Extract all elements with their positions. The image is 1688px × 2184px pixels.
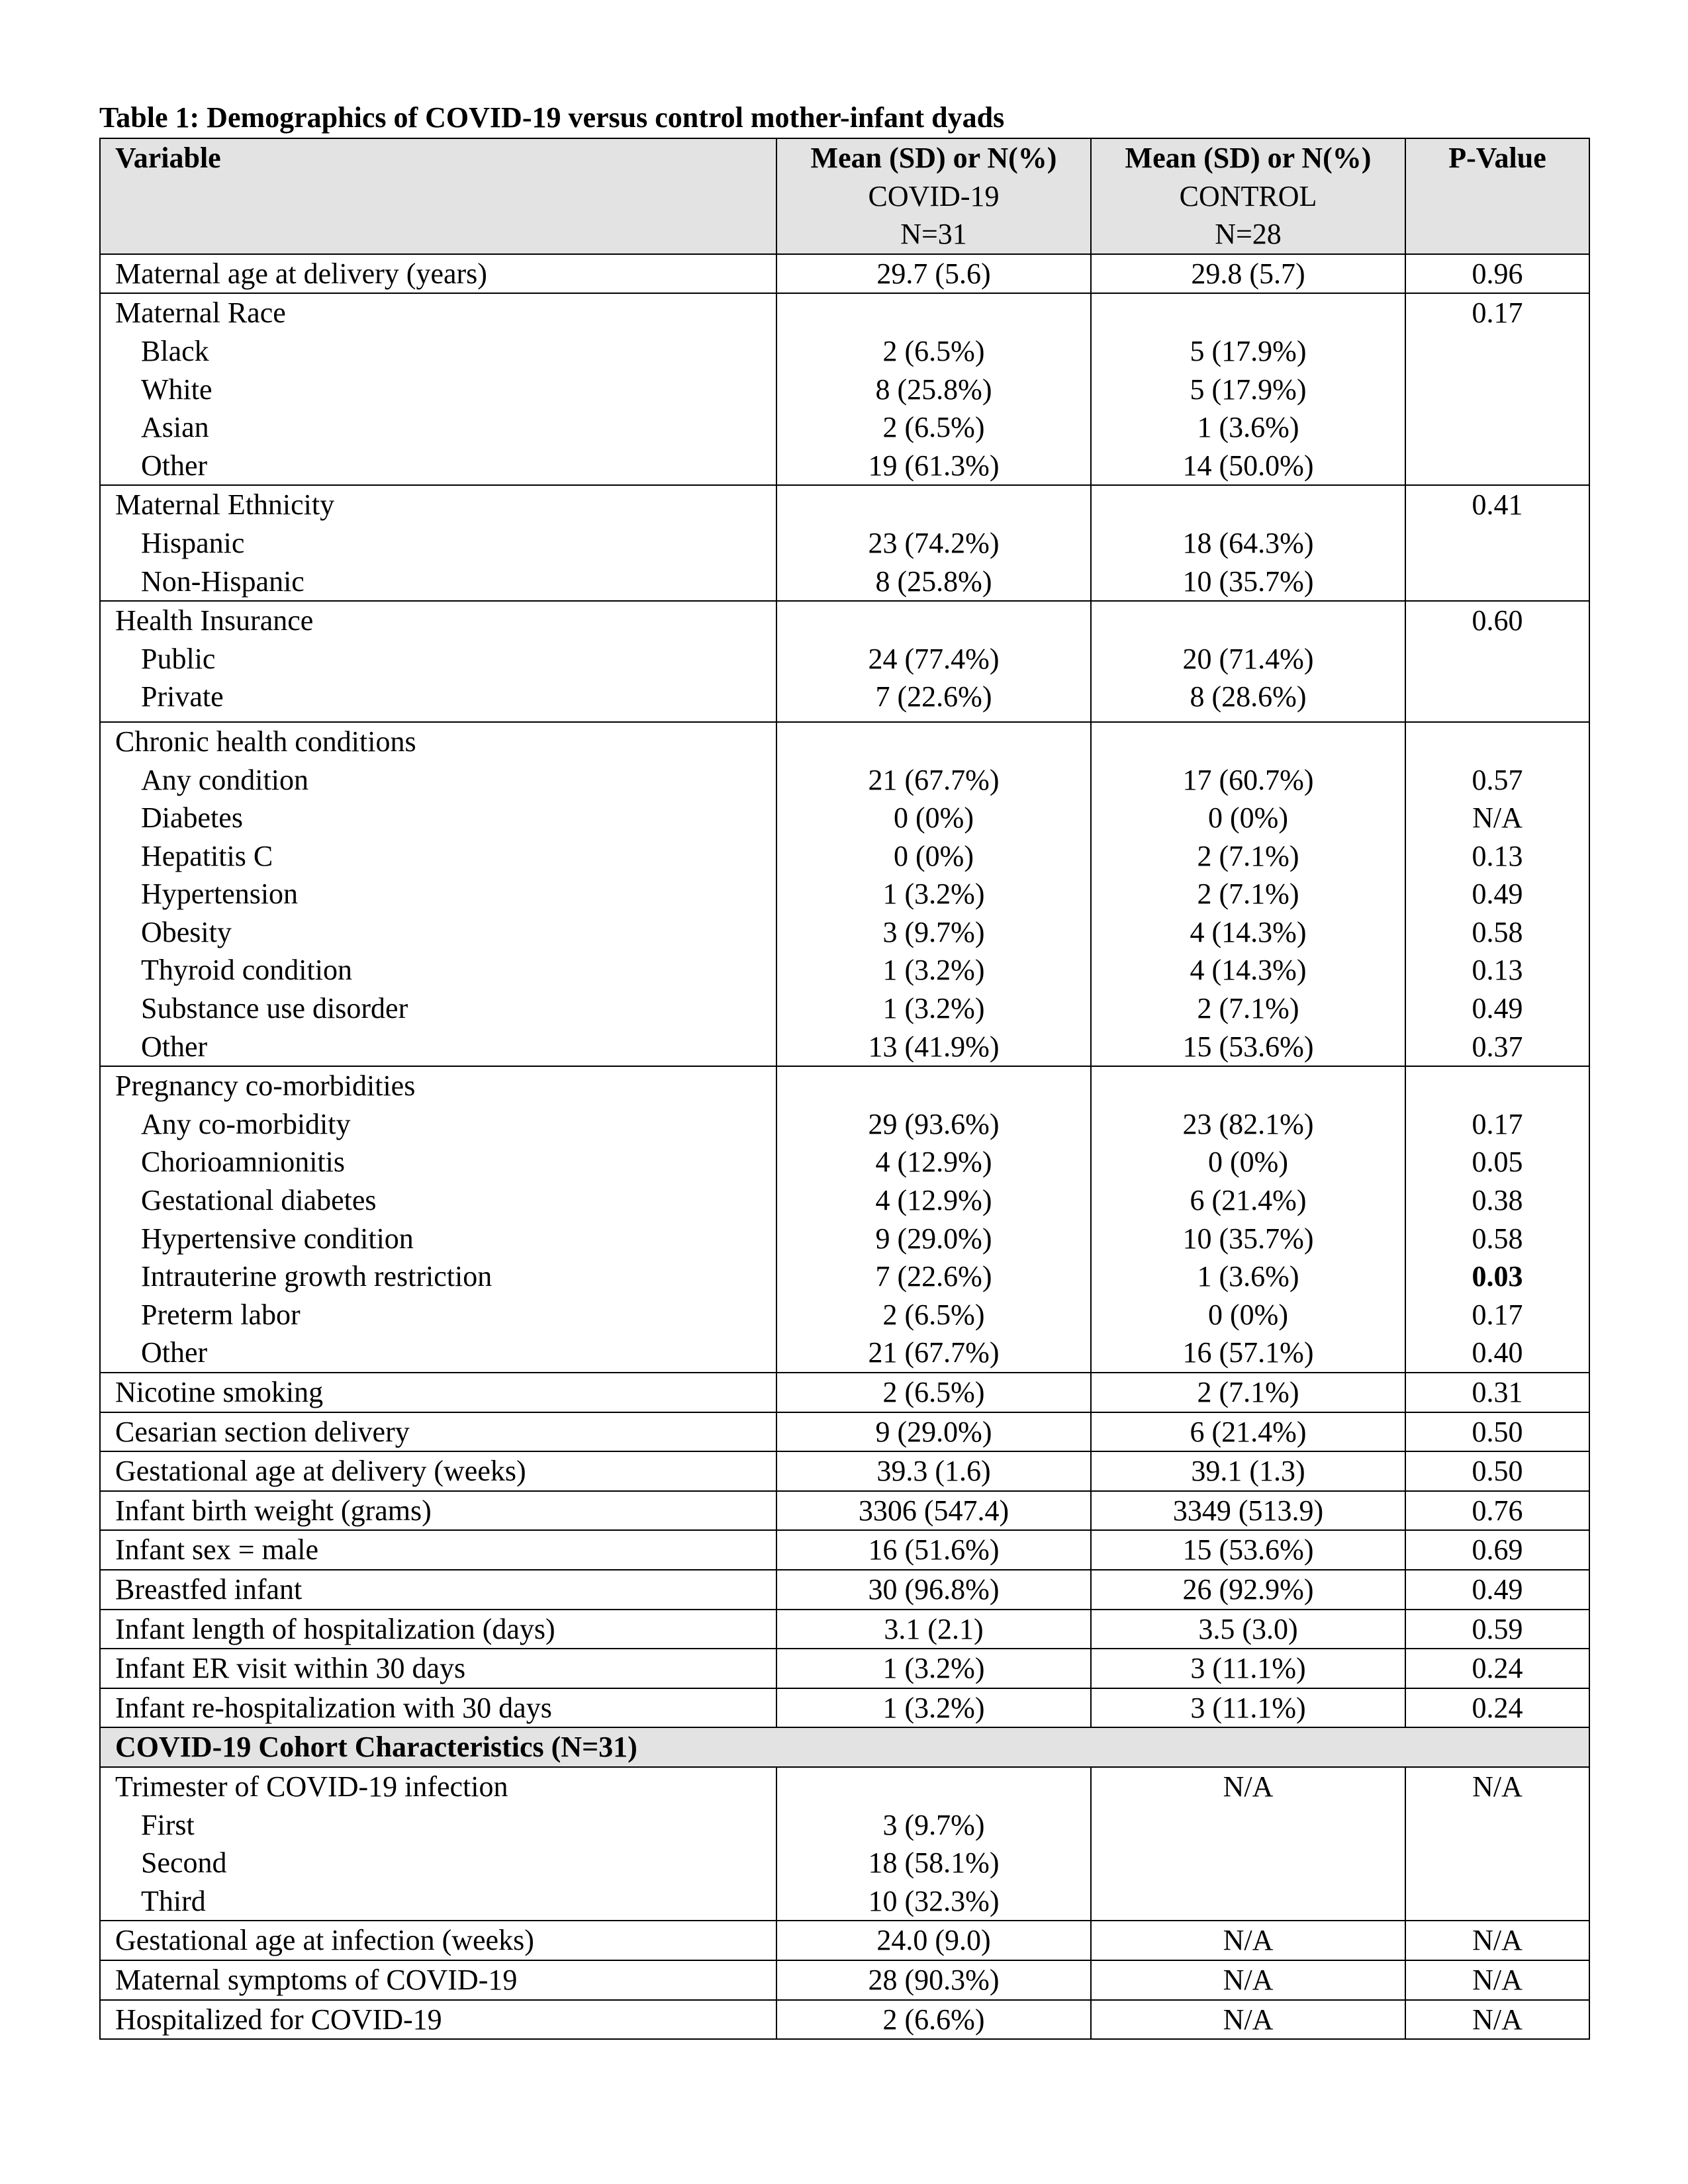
sub-label: First	[141, 1808, 195, 1841]
header-covid-line3: N=31	[900, 218, 967, 251]
sub-label: Asian	[141, 411, 209, 444]
control-value: 8 (28.6%)	[1190, 680, 1307, 713]
covid-value: 3306 (547.4)	[776, 1491, 1091, 1531]
covid-values	[776, 485, 1091, 601]
sub-label: Substance use disorder	[141, 992, 408, 1025]
row-label: Breastfed infant	[100, 1570, 776, 1610]
control-value: 14 (50.0%)	[1182, 449, 1314, 482]
p-value: 0.49	[1405, 1570, 1589, 1610]
sub-label: Other	[141, 1030, 208, 1063]
control-values	[1091, 1066, 1405, 1373]
sub-label: Private	[141, 680, 224, 713]
sub-label: Preterm labor	[141, 1298, 301, 1331]
covid-value: 2 (6.5%)	[776, 1373, 1091, 1412]
table-row-trimester	[100, 1767, 1589, 1921]
control-value: 10 (35.7%)	[1182, 1222, 1314, 1255]
sub-label: White	[141, 373, 212, 406]
p-value: 0.13	[1472, 839, 1523, 872]
covid-value: 2 (6.5%)	[882, 1298, 985, 1331]
covid-value: 21 (67.7%)	[868, 1336, 1000, 1369]
control-value: 26 (92.9%)	[1091, 1570, 1405, 1610]
table-row-health-insurance	[100, 601, 1589, 722]
group-label: Trimester of COVID-19 infection	[115, 1770, 508, 1803]
group-label: Health Insurance	[115, 604, 314, 637]
covid-value: 9 (29.0%)	[875, 1222, 992, 1255]
covid-value: 1 (3.2%)	[882, 992, 985, 1025]
covid-value: 30 (96.8%)	[776, 1570, 1091, 1610]
row-label: Infant length of hospitalization (days)	[100, 1610, 776, 1649]
row-label: Infant re-hospitalization with 30 days	[100, 1688, 776, 1728]
group-label: Maternal Ethnicity	[115, 488, 335, 522]
covid-value: 8 (25.8%)	[875, 565, 992, 598]
covid-value: 18 (58.1%)	[868, 1846, 1000, 1880]
p-value: 0.60	[1405, 601, 1589, 722]
group-label-cell	[100, 1066, 776, 1373]
covid-value: 7 (22.6%)	[875, 680, 992, 713]
p-value: 0.13	[1472, 954, 1523, 987]
p-value: 0.17	[1472, 1107, 1523, 1140]
covid-value: 1 (3.2%)	[776, 1688, 1091, 1728]
header-control	[1091, 138, 1405, 254]
table-row	[100, 1373, 1589, 1412]
p-values	[1405, 1066, 1589, 1373]
covid-value: 1 (3.2%)	[882, 954, 985, 987]
covid-values	[776, 722, 1091, 1066]
p-value: 0.50	[1405, 1412, 1589, 1452]
p-value: 0.41	[1405, 485, 1589, 601]
header-pvalue: P-Value	[1405, 138, 1589, 254]
p-value-significant: 0.03	[1472, 1260, 1523, 1293]
table-row-chronic-conditions	[100, 722, 1589, 1066]
covid-value: 8 (25.8%)	[875, 373, 992, 406]
sub-label: Any co-morbidity	[141, 1107, 351, 1140]
covid-value: 4 (12.9%)	[875, 1146, 992, 1179]
covid-value: 9 (29.0%)	[776, 1412, 1091, 1452]
group-label-cell	[100, 722, 776, 1066]
table-row	[100, 1530, 1589, 1570]
table-row	[100, 1921, 1589, 1960]
demographics-table	[99, 138, 1590, 2040]
p-value: N/A	[1405, 2000, 1589, 2040]
section-heading-row	[100, 1727, 1589, 1767]
covid-value: 19 (61.3%)	[868, 449, 1000, 482]
header-control-line3: N=28	[1215, 218, 1282, 251]
row-label: Maternal age at delivery (years)	[100, 254, 776, 294]
row-label: Nicotine smoking	[100, 1373, 776, 1412]
p-value: 0.49	[1472, 992, 1523, 1025]
covid-value: 23 (74.2%)	[868, 526, 1000, 559]
row-label: Infant sex = male	[100, 1530, 776, 1570]
table-row-maternal-race	[100, 293, 1589, 485]
control-value: N/A	[1091, 2000, 1405, 2040]
covid-value: 29 (93.6%)	[868, 1107, 1000, 1140]
table-row	[100, 1610, 1589, 1649]
row-label: Cesarian section delivery	[100, 1412, 776, 1452]
p-value: 0.49	[1472, 878, 1523, 911]
control-value: N/A	[1091, 1921, 1405, 1960]
p-value: 0.58	[1472, 1222, 1523, 1255]
table-row	[100, 1570, 1589, 1610]
control-value: 15 (53.6%)	[1091, 1530, 1405, 1570]
table-row	[100, 1451, 1589, 1491]
p-value: 0.24	[1405, 1688, 1589, 1728]
control-values	[1091, 722, 1405, 1066]
control-values	[1091, 601, 1405, 722]
control-value: 4 (14.3%)	[1190, 915, 1307, 948]
control-value: 1 (3.6%)	[1197, 1260, 1299, 1293]
covid-value: 24 (77.4%)	[868, 642, 1000, 675]
sub-label: Third	[141, 1884, 206, 1917]
table-row	[100, 1960, 1589, 2000]
control-value: 15 (53.6%)	[1182, 1030, 1314, 1063]
sub-label: Public	[141, 642, 216, 675]
sub-label: Diabetes	[141, 801, 243, 835]
control-value: 2 (7.1%)	[1197, 878, 1299, 911]
p-value: 0.40	[1472, 1336, 1523, 1369]
table-row-maternal-age	[100, 254, 1589, 294]
table-row	[100, 1649, 1589, 1688]
control-value: 2 (7.1%)	[1091, 1373, 1405, 1412]
control-value: 6 (21.4%)	[1091, 1412, 1405, 1452]
p-value: N/A	[1405, 1921, 1589, 1960]
p-value: 0.57	[1472, 763, 1523, 796]
p-value: 0.58	[1472, 915, 1523, 948]
header-covid	[776, 138, 1091, 254]
row-label: Infant ER visit within 30 days	[100, 1649, 776, 1688]
covid-value: 2 (6.5%)	[882, 334, 985, 367]
group-label-cell	[100, 485, 776, 601]
sub-label: Other	[141, 449, 208, 482]
p-value: N/A	[1472, 801, 1523, 835]
control-value: 10 (35.7%)	[1182, 565, 1314, 598]
covid-value: 13 (41.9%)	[868, 1030, 1000, 1063]
covid-value: 21 (67.7%)	[868, 763, 1000, 796]
group-label-cell	[100, 293, 776, 485]
sub-label: Obesity	[141, 915, 232, 948]
covid-value: 1 (3.2%)	[776, 1649, 1091, 1688]
control-value: 2 (7.1%)	[1197, 992, 1299, 1025]
covid-value: 39.3 (1.6)	[776, 1451, 1091, 1491]
covid-value: 0 (0%)	[894, 839, 974, 872]
table-row-pregnancy-comorbidities	[100, 1066, 1589, 1373]
control-value: 5 (17.9%)	[1190, 373, 1307, 406]
table-row	[100, 2000, 1589, 2040]
group-label: Chronic health conditions	[115, 725, 416, 758]
covid-values	[776, 1767, 1091, 1921]
p-value: 0.38	[1472, 1184, 1523, 1217]
row-label: Infant birth weight (grams)	[100, 1491, 776, 1531]
p-value: 0.17	[1405, 293, 1589, 485]
covid-value: 24.0 (9.0)	[776, 1921, 1091, 1960]
p-value: 0.59	[1405, 1610, 1589, 1649]
control-value: 4 (14.3%)	[1190, 954, 1307, 987]
control-value: 6 (21.4%)	[1190, 1184, 1307, 1217]
covid-values	[776, 601, 1091, 722]
covid-value: 16 (51.6%)	[776, 1530, 1091, 1570]
sub-label: Hypertensive condition	[141, 1222, 414, 1255]
p-value: 0.37	[1472, 1030, 1523, 1063]
control-value: 17 (60.7%)	[1182, 763, 1314, 796]
header-variable: Variable	[100, 138, 776, 254]
covid-value: 2 (6.6%)	[776, 2000, 1091, 2040]
p-value: 0.76	[1405, 1491, 1589, 1531]
control-value: 39.1 (1.3)	[1091, 1451, 1405, 1491]
covid-value: 10 (32.3%)	[868, 1884, 1000, 1917]
table-row	[100, 1412, 1589, 1452]
sub-label: Hypertension	[141, 878, 299, 911]
covid-value: 3 (9.7%)	[882, 1808, 985, 1841]
covid-values	[776, 293, 1091, 485]
p-value: 0.69	[1405, 1530, 1589, 1570]
sub-label: Hepatitis C	[141, 839, 273, 872]
covid-value: 3.1 (2.1)	[776, 1610, 1091, 1649]
sub-label: Any condition	[141, 763, 308, 796]
control-value: N/A	[1091, 1960, 1405, 2000]
sub-label: Chorioamnionitis	[141, 1146, 345, 1179]
covid-value: 28 (90.3%)	[776, 1960, 1091, 2000]
control-value: 3 (11.1%)	[1091, 1649, 1405, 1688]
p-value: 0.17	[1472, 1298, 1523, 1331]
control-values	[1091, 293, 1405, 485]
table-caption: Table 1: Demographics of COVID-19 versus control mother-infant dyads	[99, 101, 1005, 134]
control-value: 1 (3.6%)	[1197, 411, 1299, 444]
group-label: Pregnancy co-morbidities	[115, 1069, 416, 1103]
p-value: 0.24	[1405, 1649, 1589, 1688]
group-label-cell	[100, 601, 776, 722]
control-value: 16 (57.1%)	[1182, 1336, 1314, 1369]
header-control-line1: Mean (SD) or N(%)	[1125, 142, 1372, 174]
row-label: Gestational age at delivery (weeks)	[100, 1451, 776, 1491]
sub-label: Gestational diabetes	[141, 1184, 377, 1217]
p-value: 0.96	[1405, 254, 1589, 294]
sub-label: Hispanic	[141, 526, 245, 559]
control-value: 18 (64.3%)	[1182, 526, 1314, 559]
p-value: N/A	[1405, 1960, 1589, 2000]
control-value: 0 (0%)	[1208, 1298, 1288, 1331]
sub-label: Intrauterine growth restriction	[141, 1260, 492, 1293]
p-values	[1405, 722, 1589, 1066]
covid-value: 0 (0%)	[894, 801, 974, 835]
sub-label: Non-Hispanic	[141, 565, 305, 598]
control-value: 3 (11.1%)	[1091, 1688, 1405, 1728]
control-value: 20 (71.4%)	[1182, 642, 1314, 675]
group-label: Maternal Race	[115, 296, 286, 330]
control-value: 0 (0%)	[1208, 801, 1288, 835]
control-value: 5 (17.9%)	[1190, 334, 1307, 367]
header-covid-line1: Mean (SD) or N(%)	[810, 142, 1057, 174]
row-label: Maternal symptoms of COVID-19	[100, 1960, 776, 2000]
control-value: 23 (82.1%)	[1182, 1107, 1314, 1140]
covid-value: 29.7 (5.6)	[776, 254, 1091, 294]
header-covid-line2: COVID-19	[868, 179, 1000, 212]
covid-value: 1 (3.2%)	[882, 878, 985, 911]
table-row	[100, 1688, 1589, 1728]
covid-value: 7 (22.6%)	[875, 1260, 992, 1293]
covid-value: 4 (12.9%)	[875, 1184, 992, 1217]
p-value: 0.31	[1405, 1373, 1589, 1412]
row-label: Gestational age at infection (weeks)	[100, 1921, 776, 1960]
control-value: 29.8 (5.7)	[1091, 254, 1405, 294]
p-value: 0.05	[1472, 1146, 1523, 1179]
section-heading: COVID-19 Cohort Characteristics (N=31)	[100, 1727, 1589, 1767]
p-value: 0.50	[1405, 1451, 1589, 1491]
control-value: 0 (0%)	[1208, 1146, 1288, 1179]
row-label: Hospitalized for COVID-19	[100, 2000, 776, 2040]
group-label-cell	[100, 1767, 776, 1921]
covid-value: 3 (9.7%)	[882, 915, 985, 948]
control-value: N/A	[1091, 1767, 1405, 1921]
table-row	[100, 1491, 1589, 1531]
covid-values	[776, 1066, 1091, 1373]
control-value: 3349 (513.9)	[1091, 1491, 1405, 1531]
header-row	[100, 138, 1589, 254]
sub-label: Black	[141, 334, 209, 367]
header-control-line2: CONTROL	[1179, 179, 1317, 212]
control-values	[1091, 485, 1405, 601]
control-value: 2 (7.1%)	[1197, 839, 1299, 872]
sub-label: Second	[141, 1846, 227, 1880]
sub-label: Other	[141, 1336, 208, 1369]
table-row-maternal-ethnicity	[100, 485, 1589, 601]
covid-value: 2 (6.5%)	[882, 411, 985, 444]
p-value: N/A	[1405, 1767, 1589, 1921]
control-value: 3.5 (3.0)	[1091, 1610, 1405, 1649]
sub-label: Thyroid condition	[141, 954, 352, 987]
